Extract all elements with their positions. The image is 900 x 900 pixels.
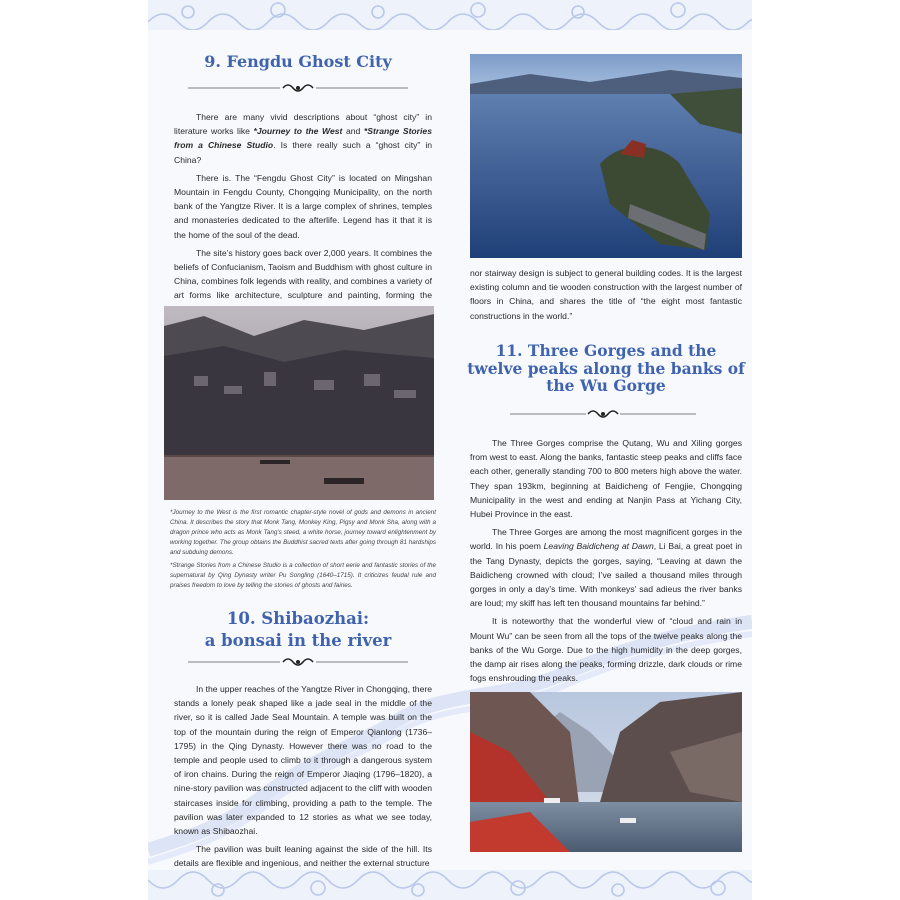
title-line: 10. Shibaozhai:	[226, 609, 370, 628]
paragraph: The site’s history goes back over 2,000 years. It combines the beliefs of Confucianism, Taoism and Buddhism with ghost culture in China, combines folk legends with reality, and combines a variety of art forms like architecture, sculpture and painting, forming the	[174, 247, 432, 301]
paragraph: The pavilion was built leaning against the side of the hill. Its details are flexible and ingenious, and neither the external structure	[174, 844, 432, 869]
page	[148, 0, 752, 900]
shibaozhai-island-photo	[470, 54, 742, 258]
section-11-body	[470, 436, 742, 689]
footnote: *Strange Stories from a Chinese Studio is a collection of short eerie and fantastic stories of the supernatural by Qing Dynasty writer Pu Songling (1640–1715). It criticizes feudal rule and praises freedom to love by telling the stories of ghosts and fairies.	[170, 562, 436, 589]
paragraph: There is. The “Fengdu Ghost City” is located on Mingshan Mountain in Fengdu County, Chongqing Municipality, on the north bank of the Yangtze River. It is a large complex of shrines, temples and monasteries dedicated to the afterlife. Legend has it that it is the home of the soul of the dead.	[174, 172, 432, 240]
title-ornament	[188, 82, 408, 94]
footnotes	[170, 508, 436, 594]
section-10-continued	[470, 266, 742, 327]
section-9-title: 9. Fengdu Ghost City	[204, 52, 392, 71]
top-cloud-border	[148, 0, 752, 30]
paragraph: The Three Gorges comprise the Qutang, Wu and Xiling gorges from west to east. Along the banks, fantastic steep peaks and cliffs face each other, generally standing 700 to 800 meters high above the water. They span 193km, beginning at Baidicheng of Fengjie, Chongqing Municipality in the west and ending at Nanjin Pass at Yichang City, Hubei Province in the east.	[470, 438, 742, 520]
title-line: 11. Three Gorges and the	[495, 341, 717, 360]
title-line: the Wu Gorge	[546, 376, 666, 395]
section-10-body	[174, 682, 432, 875]
title-ornament	[510, 408, 696, 420]
paragraph: There are many vivid descriptions about “ghost city” in literature works like *Journey to the West and *Strange Stories from a Chinese Studio. Is there really such a “ghost city” in China?	[174, 112, 433, 165]
section-9-body	[174, 110, 432, 321]
paragraph: The Three Gorges are among the most magnificent gorges in the world. In his poem Leaving Baidicheng at Dawn, Li Bai, a great poet in the Tang Dynasty, depicts the gorges, saying, “Leaving at dawn the Baidicheng crowned with cloud; I’ve sailed a thousand miles through gorges in only a day’s time. With monkeys’ sad adieus the river banks are loud; my skiff has left ten thousand mountains far behind.”	[470, 527, 743, 609]
section-11-title	[466, 342, 746, 395]
footnote: *Journey to the West is the first romantic chapter-style novel of gods and demons in ancient China. It describes the story that Monk Tang, Monkey King, Pigsy and Monk Sha, along with a dragon prince who acts as Monk Tang’s steed, a white horse, journey toward enlightenment by working together. The group obtains the Buddhist sacred texts after going through 81 hardships and subduing demons.	[170, 509, 436, 556]
title-line: twelve peaks along the banks of	[467, 358, 745, 378]
paragraph: It is noteworthy that the wonderful view of “cloud and rain in Mount Wu” can be seen from all the tops of the twelve peaks along the banks of the Wu Gorge. Due to the high humidity in the deep gorges, the damp air rises along the peaks, forming drizzle, dark clouds or rime fogs enshrouding the peaks.	[470, 616, 742, 684]
title-ornament	[188, 656, 408, 668]
paragraph: nor stairway design is subject to general building codes. It is the largest existing column and tie wooden construction with the largest number of floors in China, and shares the title of “the eight most fantastic constructions in the world.”	[470, 268, 742, 321]
section-10-title	[168, 608, 428, 652]
wu-gorge-autumn-photo	[470, 692, 742, 852]
fengdu-riverside-photo	[164, 306, 434, 500]
paragraph: In the upper reaches of the Yangtze River in Chongqing, there stands a lonely peak shaped like a jade seal in the middle of the river, so it is called Jade Seal Mountain. A temple was built on the top of the mountain during the reign of Emperor Qianlong (1736–1795) in the Qing Dynasty. However there was no road to the temple and people used to climb to it through a dangerous system of iron chains. During the reign of Emperor Jiaqing (1796–1820), a nine-story pavilion was constructed adjacent to the cliff with wooden staircases inside for climbing, providing a path to the temple. The pavilion was later expanded to 12 stories as what we see today, known as Shibaozhai.	[174, 684, 432, 837]
title-line: a bonsai in the river	[204, 631, 392, 650]
